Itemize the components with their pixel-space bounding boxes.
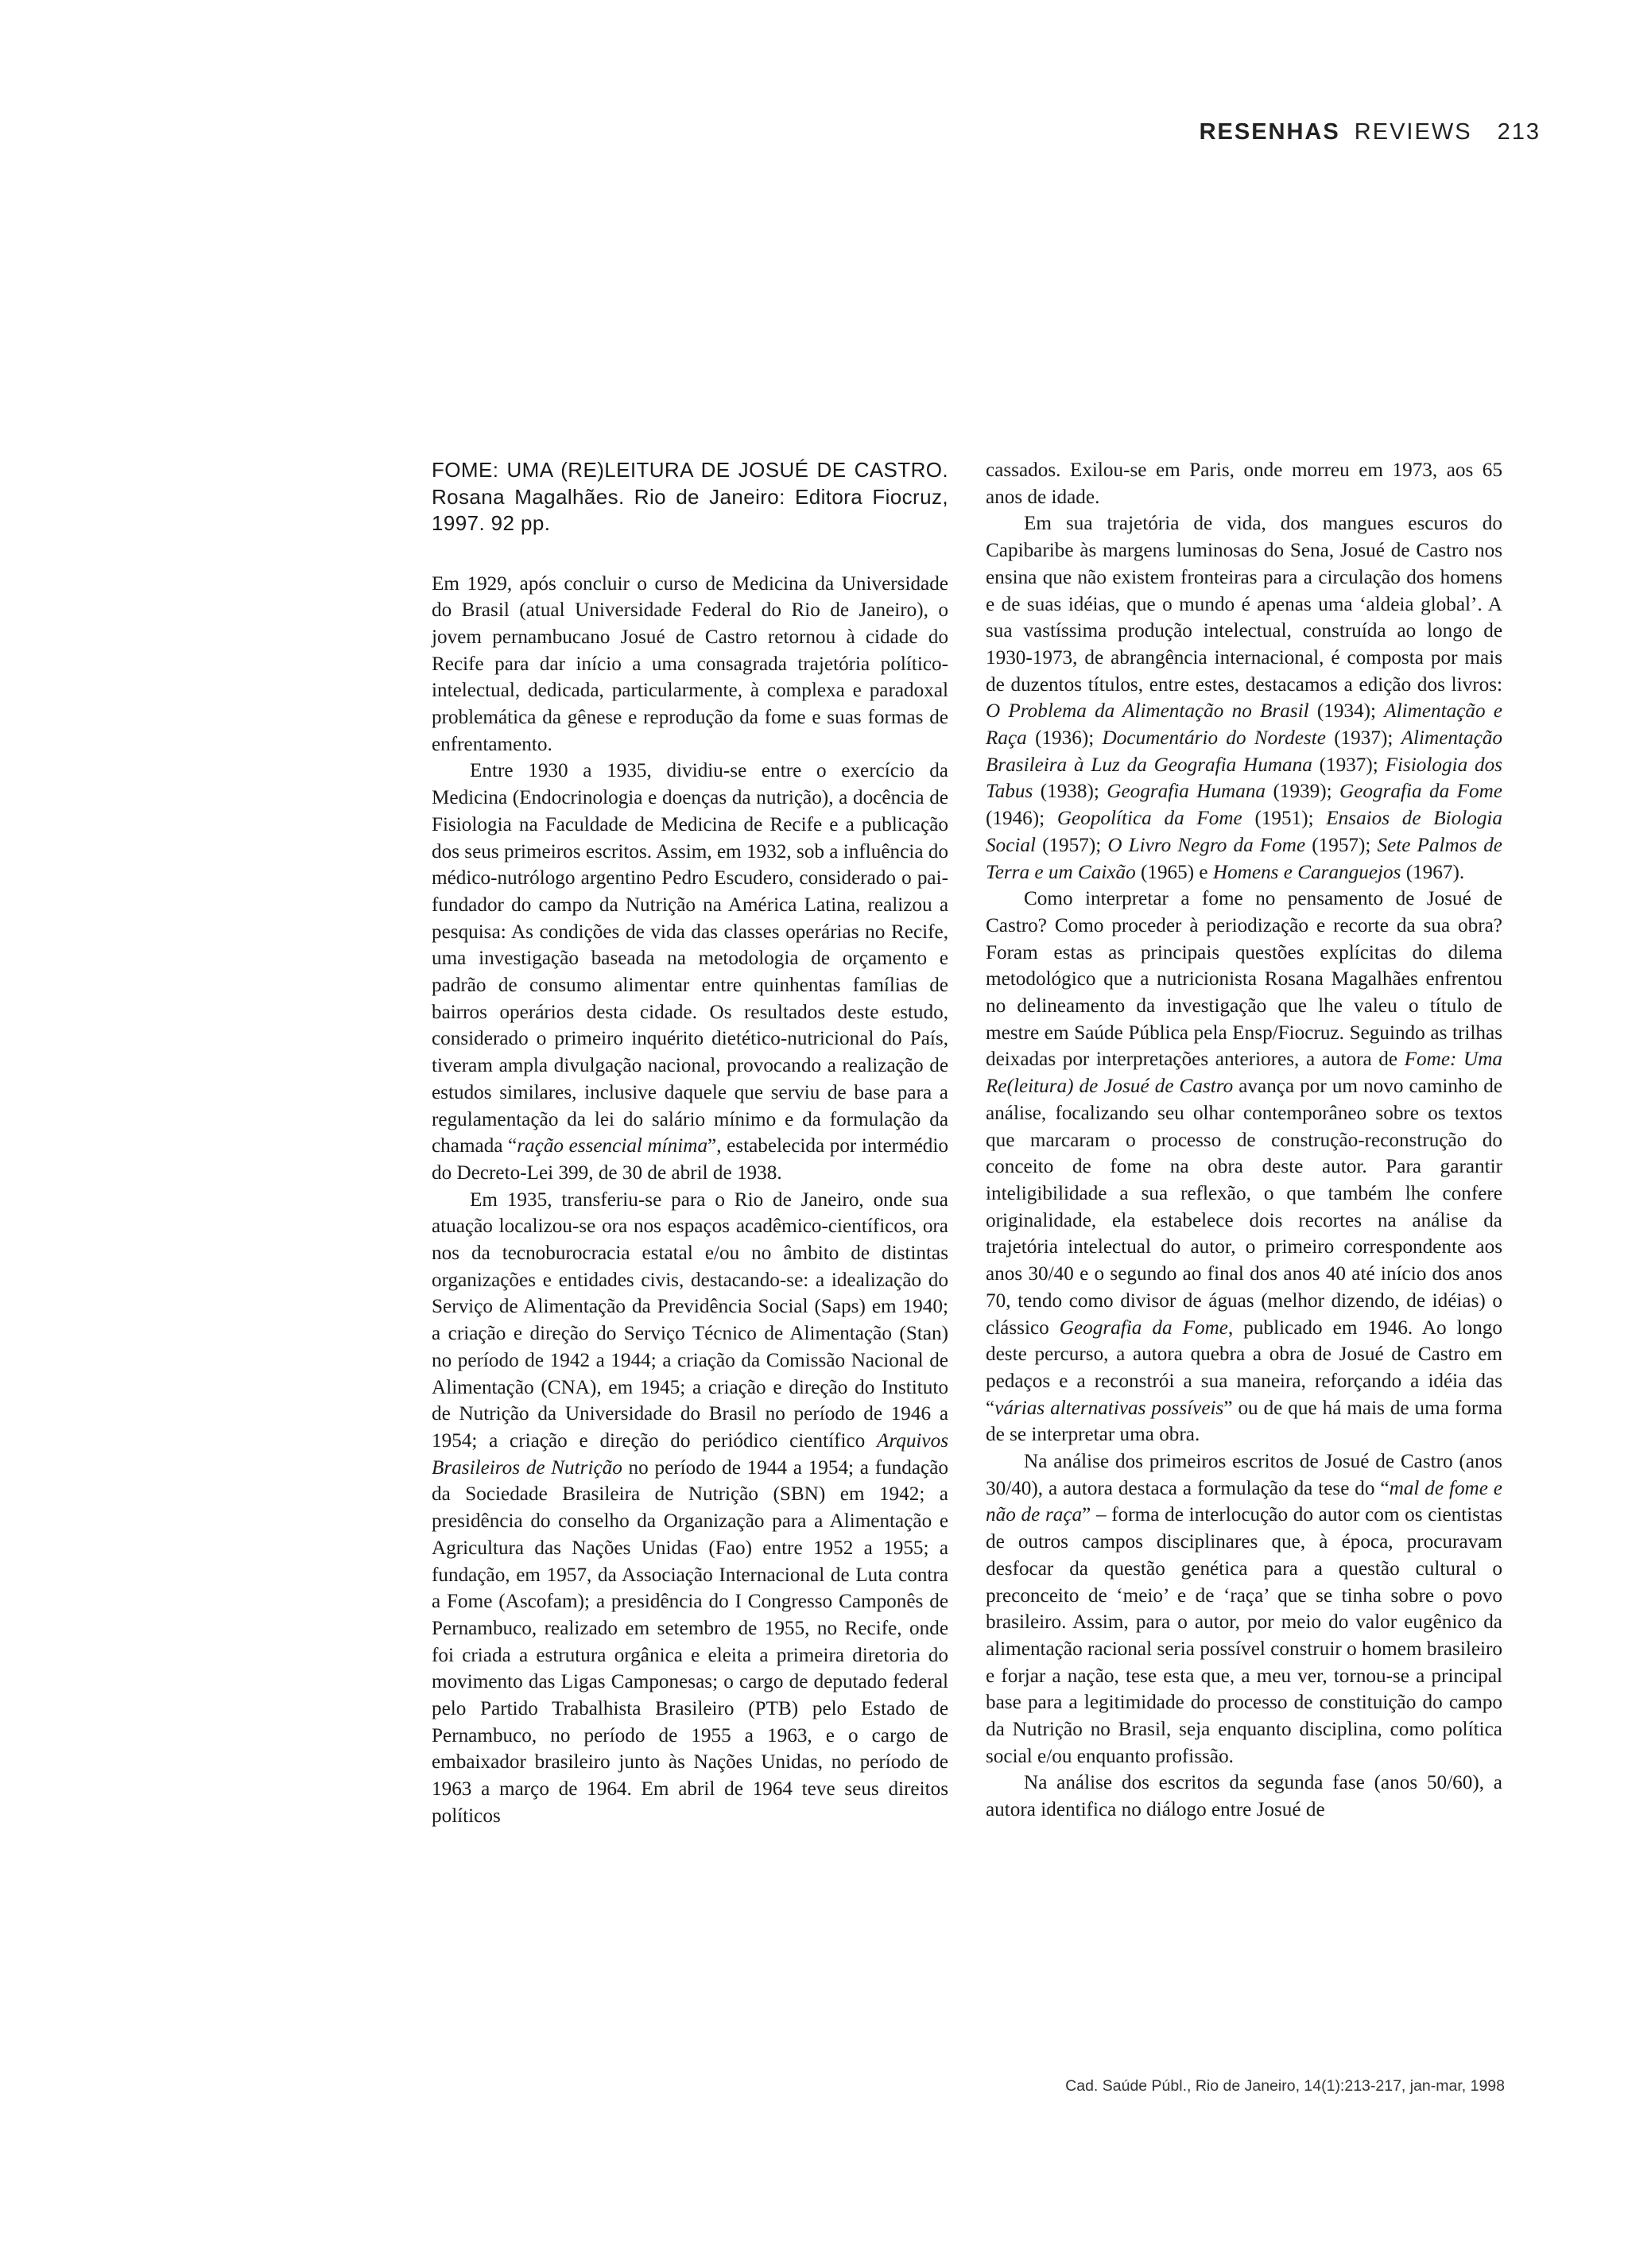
- text-run: ” – forma de interlocução do autor com os cientistas de outros campos disciplinares que, à época, procuravam desfocar da questão genética para a questão cultural o preconceito de ‘meio’ e de ‘raça’ que se tinha sobre o povo brasileiro. Assim, para o autor, por meio do valor eugênico da alimentação racional seria possível construir o homem brasileiro e forjar a nação, tese esta que, a meu ver, tornou-se a principal base para a legitimidade do processo de constituição do campo da Nutrição no Brasil, seja enquanto disciplina, como política social e/ou enquanto profissão.: [986, 1504, 1502, 1767]
- page-number: 213: [1497, 119, 1541, 145]
- journal-citation: Cad. Saúde Públ., Rio de Janeiro, 14(1):213-217, jan-mar, 1998: [1065, 2077, 1505, 2095]
- text-run: (1936);: [1026, 727, 1103, 750]
- book-title: Fome: Uma Re(leitura) de Josué de Castro: [986, 1049, 1502, 1098]
- paragraph: [986, 886, 1502, 1448]
- text-run: , publicado em 1946. Ao longo deste percurso, a autora quebra a obra de Josué de Castro em pedaços e a reconstrói a sua maneira, reforçando a idéia das “: [986, 1316, 1502, 1419]
- text-run: Entre 1930 a 1935, dividiu-se entre o exercício da Medicina (Endocrinologia e doenças da nutrição), a docência de Fisiologia na Faculdade de Medicina de Recife e a publicação dos seus primeiros escritos. Assim, em 1932, sob a influência do médico-nutrólogo argentino Pedro Escudero, considerado o pai-fundador do campo da Nutrição na América Latina, realizou a pesquisa: As condições de vida das classes operárias no Recife, uma investigação baseada na metodologia de orçamento e padrão de consumo alimentar entre quinhentas famílias de bairros operários desta cidade. Os resultados deste estudo, considerado o primeiro inquérito dietético-nutricional do País, tiveram ampla divulgação nacional, provocando a realização de estudos similares, inclusive daquele que serviu de base para a regulamentação da lei do salário mínimo e da formulação da chamada “: [432, 760, 948, 1157]
- paragraph: cassados. Exilou-se em Paris, onde morreu em 1973, aos 65 anos de idade.: [986, 459, 1502, 508]
- text-run: Na análise dos primeiros escritos de Josué de Castro (anos 30/40), a autora destaca a formulação da tese do “: [986, 1451, 1502, 1499]
- book-title: Homens e Caranguejos: [1212, 861, 1401, 883]
- book-title: Alimentação Brasileira à Luz da Geografia Humana: [986, 727, 1502, 776]
- text-run: (1939);: [1266, 781, 1340, 803]
- paragraph: [432, 758, 948, 1186]
- book-title: Alimentação e Raça: [986, 700, 1502, 750]
- italic-term: várias alternativas possíveis: [994, 1397, 1224, 1419]
- text-run: (1951);: [1242, 808, 1327, 830]
- book-title: O Problema da Alimentação no Brasil: [986, 700, 1309, 723]
- book-title: Ensaios de Biologia Social: [986, 808, 1503, 856]
- text-run: Em 1935, transferiu-se para o Rio de Janeiro, onde sua atuação localizou-se ora nos espaços acadêmico-científicos, ora nos da tecnoburocracia estatal e/ou no âmbito de distintas organizações e entidades civis, destacando-se: a idealização do Serviço de Alimentação da Previdência Social (Saps) em 1940; a criação e direção do Serviço Técnico de Alimentação (Stan) no período de 1942 a 1944; a criação da Comissão Nacional de Alimentação (CNA), em 1945; a criação e direção do Instituto de Nutrição da Universidade do Brasil no período de 1946 a 1954; a criação e direção do periódico científico: [432, 1188, 948, 1452]
- book-title: Sete Palmos de Terra e um Caixão: [986, 834, 1502, 883]
- book-title: Geografia da Fome: [1059, 1316, 1228, 1339]
- text-run: (1937);: [1325, 727, 1401, 750]
- text-run: (1957);: [1035, 834, 1108, 856]
- book-title: Fisiologia dos Tabus: [986, 754, 1502, 803]
- section-title: RESENHAS: [1199, 119, 1340, 145]
- book-title: Geopolítica da Fome: [1056, 808, 1242, 830]
- text-run: (1937);: [1312, 754, 1386, 776]
- text-run: ” ou de que há mais de uma forma de se interpretar uma obra.: [986, 1397, 1502, 1446]
- italic-title: Arquivos Brasileiros de Nutrição: [432, 1430, 948, 1479]
- right-column: [986, 457, 1502, 1824]
- italic-term: ração essencial mínima: [517, 1135, 708, 1157]
- book-title: Geografia da Fome: [1339, 781, 1502, 803]
- running-head: [1200, 119, 1541, 145]
- text-run: avança por um novo caminho de análise, focalizando seu olhar contemporâneo sobre os textos que marcaram o processo de construção-reconstrução do conceito de fome na obra deste autor. Para garantir inteligibilidade a sua reflexão, o que também lhe confere originalidade, ela estabelece dois recortes na análise da trajetória intelectual do autor, o primeiro correspondente aos anos 30/40 e o segundo ao final dos anos 40 até início dos anos 70, tendo como divisor de águas (melhor dizendo, de idéias) o clássico: [986, 1076, 1502, 1339]
- text-run: Em sua trajetória de vida, dos mangues escuros do Capibaribe às margens luminosas do Sena, Josué de Castro nos ensina que não existem fronteiras para a circulação dos homens e de suas idéias, que o mundo é apenas uma ‘aldeia global’. A sua vastíssima produção intelectual, construída ao longo de 1930-1973, de abrangência internacional, é composta por mais de duzentos títulos, entre estes, destacamos a edição dos livros:: [986, 513, 1502, 696]
- paragraph: Na análise dos escritos da segunda fase (anos 50/60), a autora identifica no diálogo entre Josué de: [986, 1772, 1502, 1821]
- paragraph: [986, 1448, 1502, 1770]
- text-run: (1965) e: [1135, 861, 1213, 883]
- text-run: ”, estabelecida por intermédio do Decreto-Lei 399, de 30 de abril de 1938.: [432, 1135, 948, 1184]
- paragraph: [986, 510, 1502, 886]
- book-title: O Livro Negro da Fome: [1107, 834, 1306, 856]
- book-title: Documentário do Nordeste: [1102, 727, 1326, 750]
- section-subtitle: REVIEWS: [1354, 119, 1472, 145]
- book-title: Geografia Humana: [1107, 781, 1266, 803]
- text-run: no período de 1944 a 1954; a fundação da Sociedade Brasileira de Nutrição (SBN) em 1942; a presidência do conselho da Organização para a Alimentação e Agricultura das Nações Unidas (Fao) entre 1952 a 1955; a fundação, em 1957, da Associação Internacional de Luta contra a Fome (Ascofam); a presidência do I Congresso Camponês de Pernambuco, realizado em setembro de 1955, no Recife, onde foi criada a estrutura orgânica e eleita a primeira diretoria do movimento das Ligas Camponesas; o cargo de deputado federal pelo Partido Trabalhista Brasileiro (PTB) pelo Estado de Pernambuco, no período de 1955 a 1963, e o cargo de embaixador brasileiro junto às Nações Unidas, no período de 1963 a março de 1964. Em abril de 1964 teve seus direitos políticos: [432, 1456, 948, 1827]
- paragraph: Em 1929, após concluir o curso de Medicina da Universidade do Brasil (atual Universidade Federal do Rio de Janeiro), o jovem pernambucano Josué de Castro retornou à cidade do Recife para dar início a uma consagrada trajetória político-intelectual, dedicada, particularmente, à complexa e paradoxal problemática da gênese e reprodução da fome e suas formas de enfrentamento.: [432, 572, 948, 755]
- paragraph: [432, 1187, 948, 1830]
- text-run: (1938);: [1033, 781, 1107, 803]
- text-run: (1934);: [1308, 700, 1385, 723]
- text-run: (1957);: [1305, 834, 1378, 856]
- text-run: Como interpretar a fome no pensamento de Josué de Castro? Como proceder à periodização e recorte da sua obra? Foram estas as principais questões explícitas do dilema metodológico que a nutricionista Rosana Magalhães enfrentou no delineamento da investigação que lhe valeu o título de mestre em Saúde Pública pela Ensp/Fiocruz. Seguindo as trilhas deixadas por interpretações anteriores, a autora de: [986, 888, 1502, 1071]
- book-reference: FOME: UMA (RE)LEITURA DE JOSUÉ DE CASTRO. Rosana Magalhães. Rio de Janeiro: Editora Fiocruz, 1997. 92 pp.: [432, 458, 948, 535]
- text-run: (1967).: [1401, 861, 1465, 883]
- text-run: (1946);: [986, 808, 1057, 830]
- left-column: [432, 457, 948, 1830]
- italic-term: mal de fome e não de raça: [986, 1477, 1502, 1526]
